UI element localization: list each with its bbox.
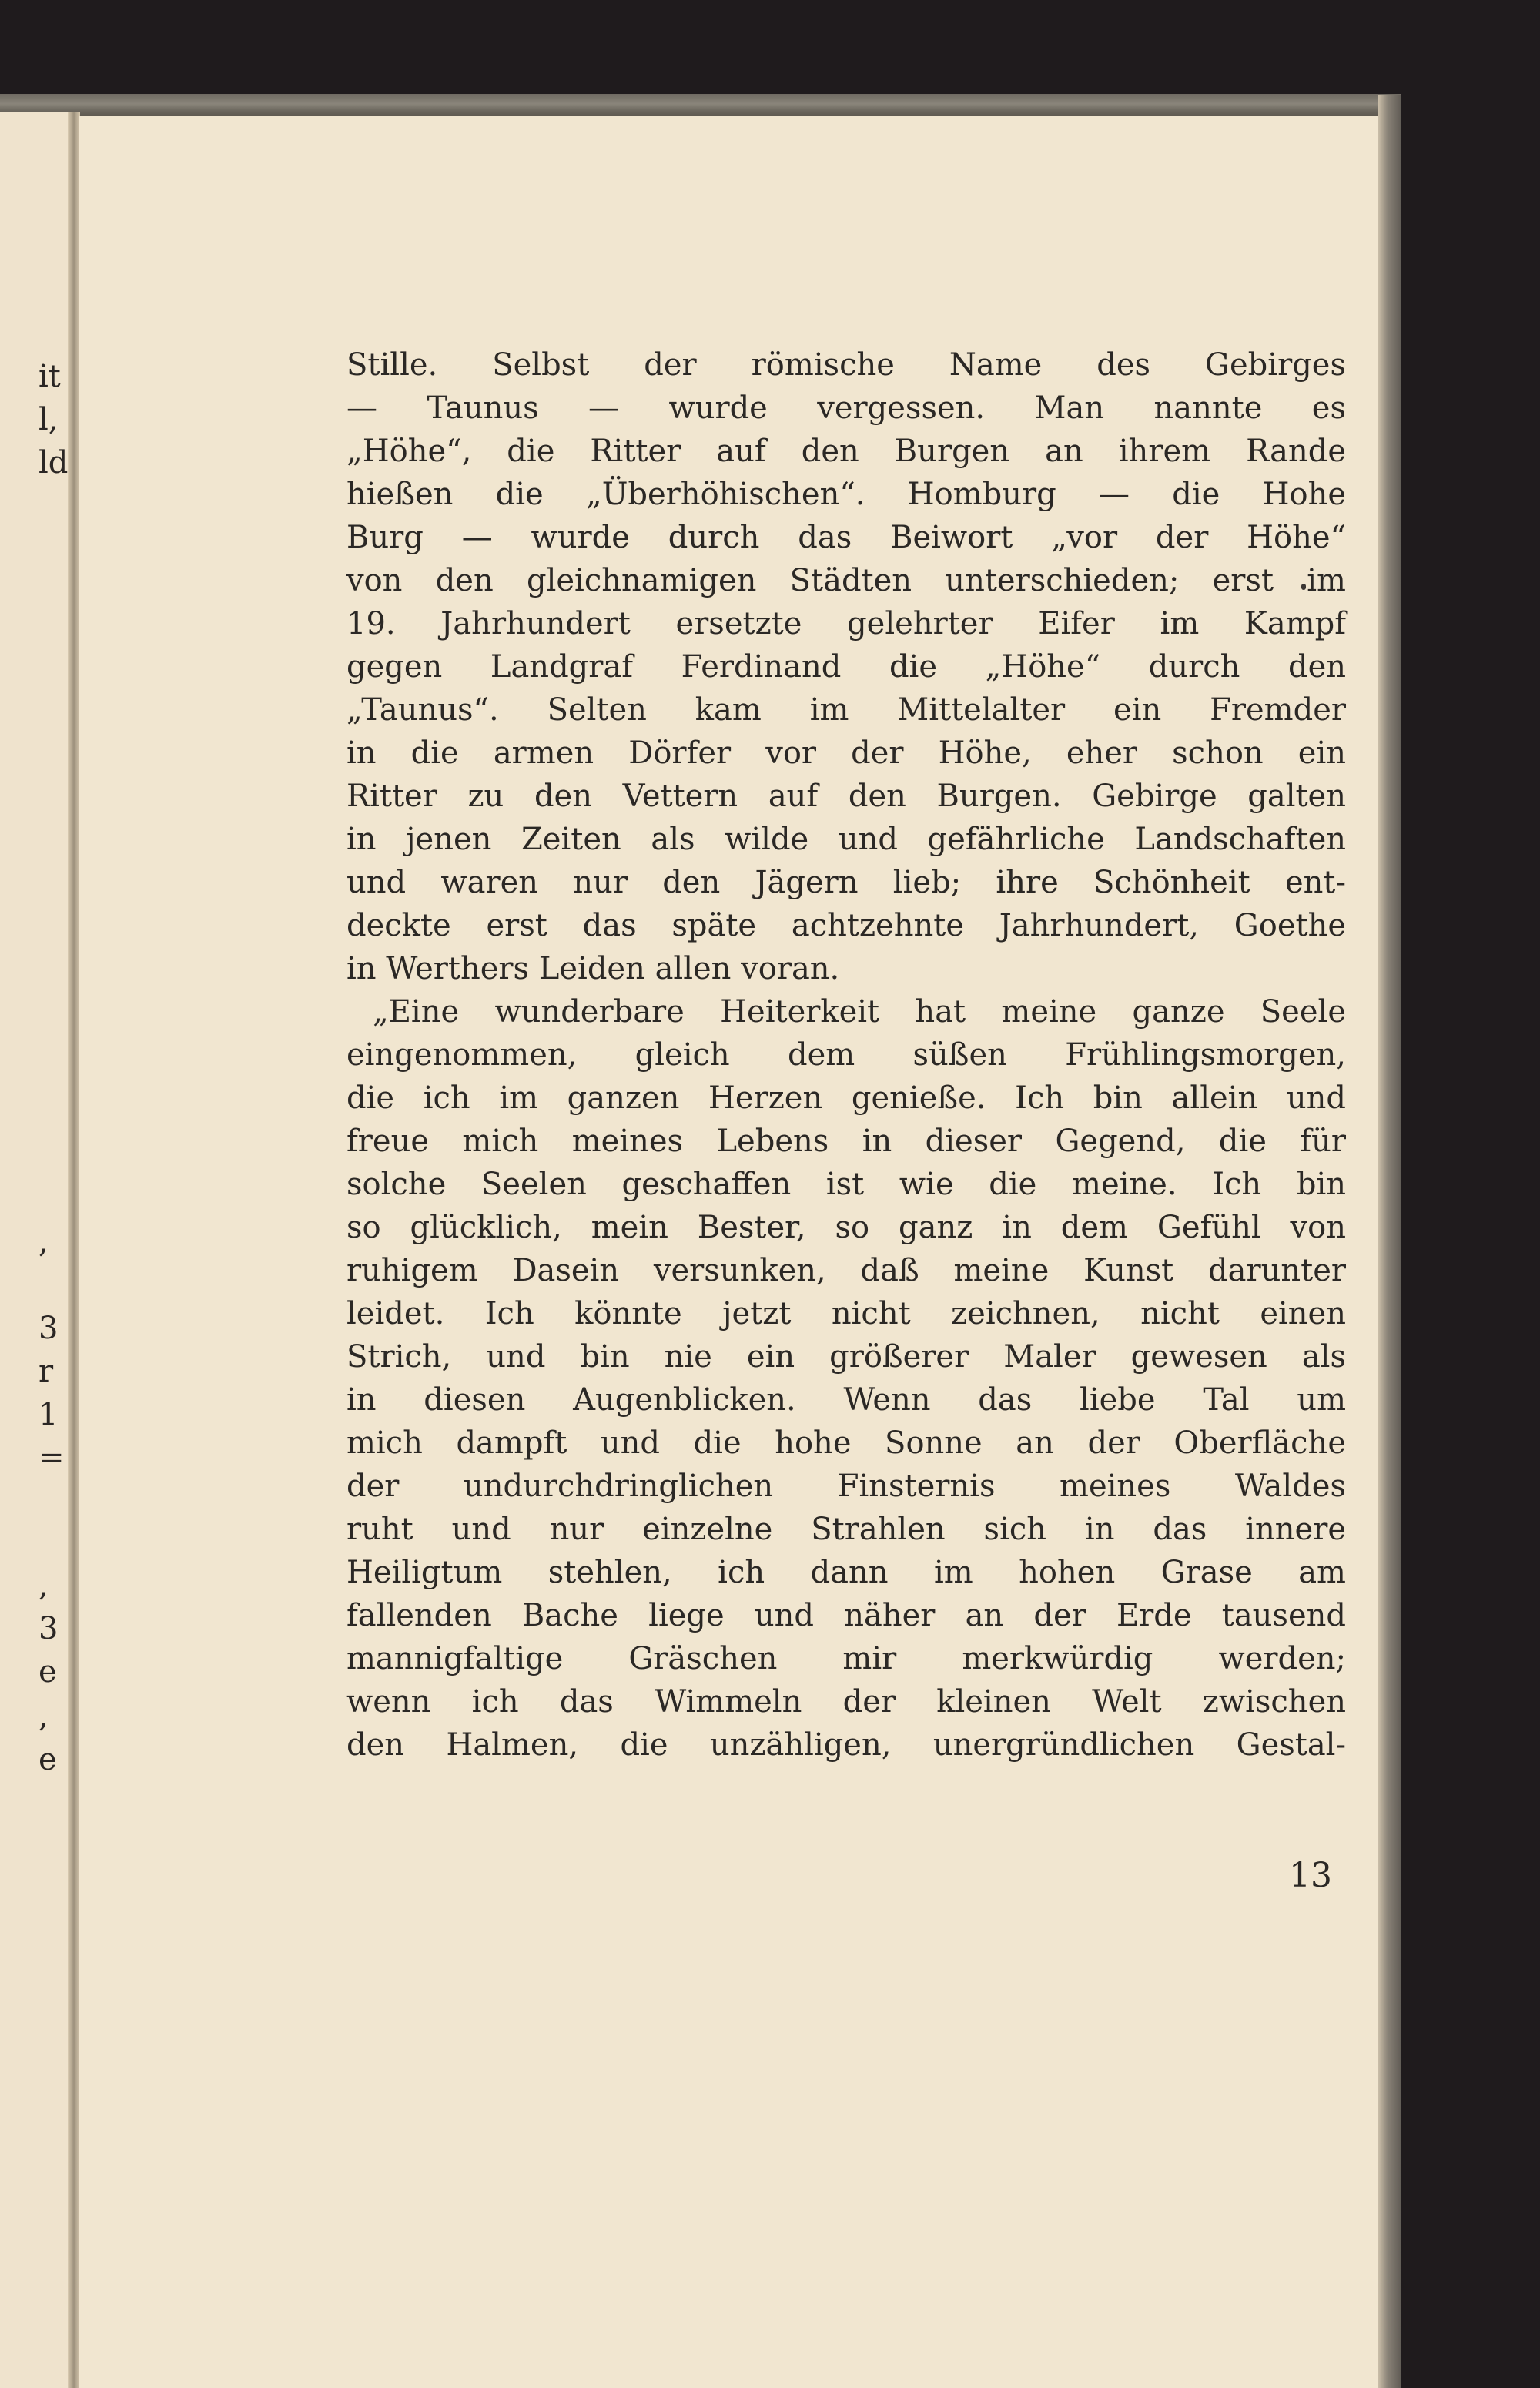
- text-line: deckte erst das späte achtzehnte Jahrhundert, Goethe: [346, 908, 1346, 943]
- page-stack-right-edge: [1378, 95, 1401, 2388]
- left-page-sliver: [0, 112, 75, 2388]
- left-page-fragment: ,: [38, 1224, 49, 1260]
- left-page-fragment: e: [38, 1742, 57, 1777]
- text-line: Stille. Selbst der römische Name des Gebirges: [346, 347, 1346, 383]
- text-line: so glücklich, mein Bester, so ganz in dem Gefühl von: [346, 1210, 1346, 1245]
- left-page-fragment: 3: [38, 1311, 59, 1346]
- left-page-fragment: e: [38, 1654, 57, 1690]
- text-line: mannigfaltige Gräschen mir merkwürdig werden;: [346, 1641, 1346, 1676]
- text-line: der undurchdringlichen Finsternis meines Waldes: [346, 1469, 1346, 1504]
- left-page-fragment: ,: [38, 1699, 49, 1734]
- text-line: in diesen Augenblicken. Wenn das liebe Tal um: [346, 1382, 1346, 1418]
- text-line: Heiligtum stehlen, ich dann im hohen Grase am: [346, 1555, 1346, 1590]
- text-line: „Taunus“. Selten kam im Mittelalter ein Fremder: [346, 692, 1346, 728]
- left-page-fragment: 3: [38, 1611, 59, 1646]
- text-line: „Höhe“, die Ritter auf den Burgen an ihrem Rande: [346, 434, 1346, 469]
- text-line: gegen Landgraf Ferdinand die „Höhe“ durch den: [346, 649, 1346, 685]
- text-line: und waren nur den Jägern lieb; ihre Schönheit ent-: [346, 865, 1346, 900]
- text-line: „Eine wunderbare Heiterkeit hat meine ganze Seele: [373, 994, 1346, 1030]
- text-line: in Werthers Leiden allen voran.: [346, 951, 840, 986]
- text-line: von den gleichnamigen Städten unterschieden; erst im: [346, 563, 1346, 598]
- text-line: wenn ich das Wimmeln der kleinen Welt zwischen: [346, 1684, 1346, 1720]
- text-line: 19. Jahrhundert ersetzte gelehrter Eifer im Kampf: [346, 606, 1346, 641]
- text-line: — Taunus — wurde vergessen. Man nannte es: [346, 390, 1346, 426]
- text-line: die ich im ganzen Herzen genieße. Ich bin allein und: [346, 1080, 1346, 1116]
- text-line: fallenden Bache liege und näher an der Erde tausend: [346, 1598, 1346, 1633]
- text-line: hießen die „Überhöhischen“. Homburg — die Hohe: [346, 477, 1346, 512]
- text-line: leidet. Ich könnte jetzt nicht zeichnen, nicht einen: [346, 1296, 1346, 1331]
- text-line: Burg — wurde durch das Beiwort „vor der Höhe“: [346, 520, 1346, 555]
- left-page-fragment: r: [38, 1354, 54, 1389]
- text-line: ruhigem Dasein versunken, daß meine Kunst darunter: [346, 1253, 1346, 1288]
- left-page-fragment: l,: [38, 402, 59, 437]
- text-line: in die armen Dörfer vor der Höhe, eher schon ein: [346, 735, 1346, 771]
- left-page-fragment: it: [38, 359, 61, 394]
- text-line: solche Seelen geschaffen ist wie die meine. Ich bin: [346, 1167, 1346, 1202]
- text-line: Ritter zu den Vettern auf den Burgen. Gebirge galten: [346, 779, 1346, 814]
- text-line: den Halmen, die unzähligen, unergründlichen Gestal-: [346, 1727, 1346, 1763]
- text-line: in jenen Zeiten als wilde und gefährliche Landschaften: [346, 822, 1346, 857]
- text-line: freue mich meines Lebens in dieser Gegend, die für: [346, 1124, 1346, 1159]
- text-line: eingenommen, gleich dem süßen Frühlingsmorgen,: [346, 1037, 1346, 1073]
- left-page-fragment: ,: [38, 1568, 49, 1603]
- left-page-fragment: ld: [38, 445, 69, 481]
- text-line: mich dampft und die hohe Sonne an der Oberfläche: [346, 1425, 1346, 1461]
- page-number: 13: [1289, 1856, 1332, 1895]
- left-page-fragment: 1: [38, 1397, 59, 1432]
- text-line: ruht und nur einzelne Strahlen sich in das innere: [346, 1512, 1346, 1547]
- left-page-fragment: =: [38, 1440, 65, 1475]
- text-line: Strich, und bin nie ein größerer Maler gewesen als: [346, 1339, 1346, 1375]
